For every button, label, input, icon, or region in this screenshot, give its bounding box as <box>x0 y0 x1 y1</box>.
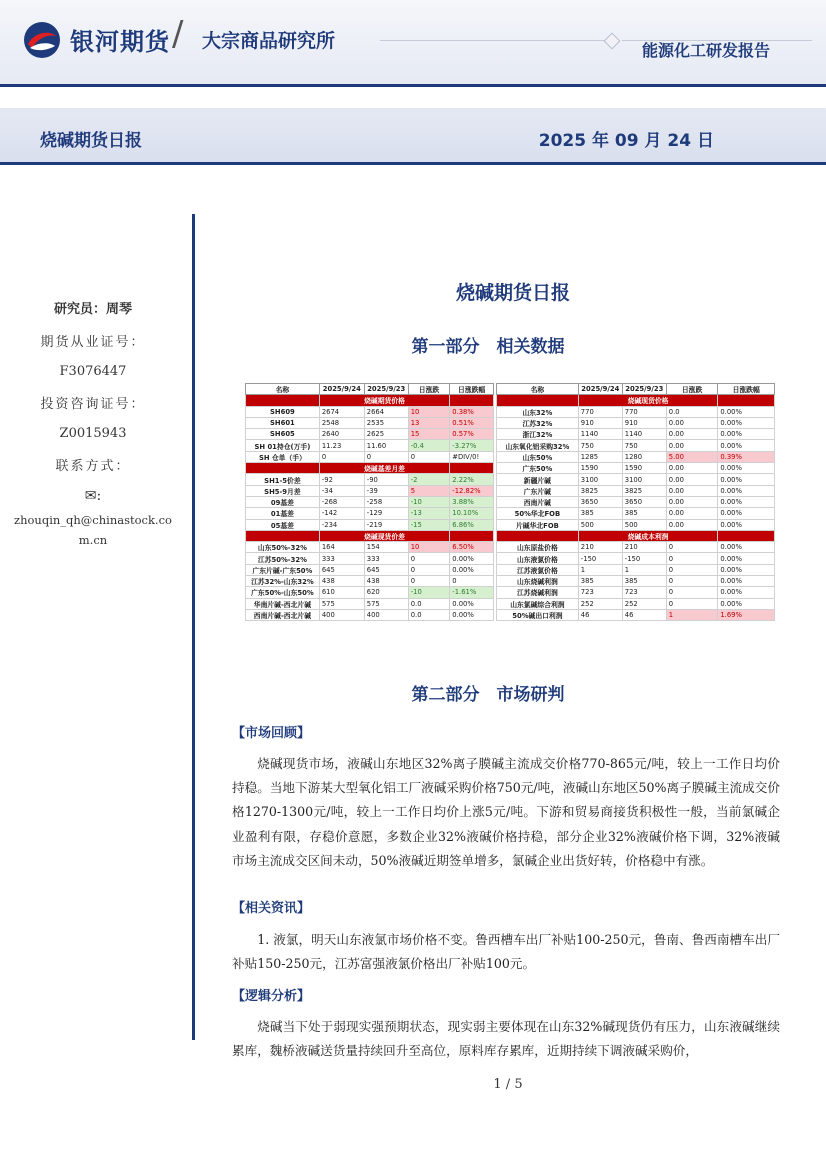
cell-value: 3825 <box>578 485 622 496</box>
table-row <box>246 417 494 428</box>
mail-icon: ✉: <box>84 488 102 504</box>
cell-value: -268 <box>319 496 364 507</box>
logo-divider: / <box>172 14 184 54</box>
row-name: SH 01持仓(万手) <box>246 440 320 451</box>
table-row <box>246 406 494 417</box>
table-row <box>497 564 775 575</box>
cell-value: 645 <box>319 564 364 575</box>
row-name: 广东50%-山东50% <box>246 587 320 598</box>
section-title: 烧碱基差月差 <box>319 463 449 474</box>
table-row <box>497 485 775 496</box>
title-bar-divider <box>0 162 826 165</box>
section-spacer <box>450 463 494 474</box>
cell-value: 1285 <box>578 451 622 462</box>
cell-value: 0 <box>666 598 718 609</box>
cell-value: 15 <box>408 429 450 440</box>
row-name: 广东50% <box>497 463 579 474</box>
table-row <box>497 474 775 485</box>
part-two-heading: 第二部分 市场研判 <box>411 685 565 705</box>
row-name: 50%碱出口利润 <box>497 609 579 620</box>
cell-value: 0.00% <box>718 553 775 564</box>
section-spacer <box>450 395 494 406</box>
table-row <box>246 519 494 530</box>
news-heading: 【相关资讯】 <box>232 901 311 916</box>
cell-value: 0.00 <box>666 519 718 530</box>
table-row <box>246 474 494 485</box>
row-name: 山东烧碱利润 <box>497 576 579 587</box>
cell-value: 0.00 <box>666 508 718 519</box>
cell-value: 0.00% <box>718 564 775 575</box>
cell-value: 385 <box>622 576 666 587</box>
cell-value: 500 <box>578 519 622 530</box>
diamond-ornament-icon <box>604 33 621 50</box>
cell-value: 438 <box>364 576 408 587</box>
row-name: SH605 <box>246 429 320 440</box>
cell-value: 0.00% <box>718 496 775 507</box>
table-row <box>246 440 494 451</box>
table-header-row <box>497 384 775 395</box>
cell-value: 0.00% <box>718 576 775 587</box>
cell-value: 0 <box>364 451 408 462</box>
cell-value: 3650 <box>622 496 666 507</box>
section-spacer <box>718 530 775 541</box>
left-data-table <box>245 383 494 621</box>
cell-value: 5 <box>408 485 450 496</box>
cell-value: #DIV/0! <box>450 451 494 462</box>
cell-value: 3100 <box>622 474 666 485</box>
cell-value: 575 <box>364 598 408 609</box>
table-row <box>497 542 775 553</box>
cell-value: 0.00 <box>666 485 718 496</box>
table-row <box>246 587 494 598</box>
news-paragraph: 1. 液氯，明天山东液氯市场价格不变。鲁西槽车出厂补贴100-250元，鲁南、鲁西南槽车出厂补贴150-250元，江苏富强液氯价格出厂补贴100元。 <box>232 932 780 972</box>
section-title: 烧碱现货价格 <box>578 395 718 406</box>
row-name: 05基差 <box>246 519 320 530</box>
cell-value: 1140 <box>622 429 666 440</box>
cell-value: 3.88% <box>450 496 494 507</box>
cell-value: -1.61% <box>450 587 494 598</box>
cell-value: 0.00% <box>718 508 775 519</box>
column-header: 2025/9/24 <box>578 384 622 395</box>
section-spacer <box>497 395 579 406</box>
cell-value: 0.00% <box>450 598 494 609</box>
consult-number: Z0015943 <box>59 426 127 441</box>
cell-value: 2548 <box>319 417 364 428</box>
cell-value: 385 <box>578 576 622 587</box>
row-name: 山东50%-32% <box>246 542 320 553</box>
cell-value: 0.00% <box>718 417 775 428</box>
header-rule <box>380 40 610 41</box>
column-header: 日涨跌 <box>408 384 450 395</box>
row-name: 山东原盐价格 <box>497 542 579 553</box>
cell-value: 575 <box>319 598 364 609</box>
department-name: 大宗商品研究所 <box>202 30 336 52</box>
cell-value: 10.10% <box>450 508 494 519</box>
cell-value: 500 <box>622 519 666 530</box>
row-name: SH 仓单（手） <box>246 451 320 462</box>
news-text <box>232 928 780 976</box>
cell-value: 438 <box>319 576 364 587</box>
cell-value: 13 <box>408 417 450 428</box>
cell-value: 2640 <box>319 429 364 440</box>
row-name: 新疆片碱 <box>497 474 579 485</box>
cell-value: 385 <box>578 508 622 519</box>
cell-value: 723 <box>622 587 666 598</box>
section-spacer <box>246 530 320 541</box>
cell-value: 770 <box>622 406 666 417</box>
cell-value: 0 <box>408 553 450 564</box>
row-name: 山东32% <box>497 406 579 417</box>
table-row <box>246 429 494 440</box>
cell-value: 0.00% <box>718 440 775 451</box>
table-row <box>497 598 775 609</box>
column-header: 名称 <box>246 384 320 395</box>
column-header: 日涨跌 <box>666 384 718 395</box>
cell-value: -13 <box>408 508 450 519</box>
cell-value: 0.38% <box>450 406 494 417</box>
report-title: 烧碱期货日报 <box>40 131 142 151</box>
table-row <box>497 587 775 598</box>
cell-value: -129 <box>364 508 408 519</box>
galaxy-logo-icon <box>22 20 62 60</box>
section-spacer <box>718 395 775 406</box>
table-row <box>497 508 775 519</box>
table-row <box>497 553 775 564</box>
report-type: 能源化工研发报告 <box>641 41 770 60</box>
cell-value: 0.00% <box>450 564 494 575</box>
cell-value: 164 <box>319 542 364 553</box>
cell-value: 3100 <box>578 474 622 485</box>
row-name: 山东50% <box>497 451 579 462</box>
cell-value: 333 <box>364 553 408 564</box>
cell-value: 1 <box>578 564 622 575</box>
cell-value: 0.39% <box>718 451 775 462</box>
cell-value: 11.23 <box>319 440 364 451</box>
contact-label: 联系方式： <box>55 459 131 474</box>
cell-value: -258 <box>364 496 408 507</box>
cell-value: 0 <box>666 542 718 553</box>
column-header: 日涨跌幅 <box>718 384 775 395</box>
qualification-label: 期货从业证号： <box>40 335 146 350</box>
cell-value: -10 <box>408 496 450 507</box>
cell-value: -150 <box>578 553 622 564</box>
row-name: 山东氧化铝采购32% <box>497 440 579 451</box>
cell-value: 1 <box>666 609 718 620</box>
header-divider <box>0 84 826 87</box>
table-row <box>497 519 775 530</box>
page-number: 1 / 5 <box>493 1077 523 1092</box>
cell-value: 2535 <box>364 417 408 428</box>
cell-value: 0 <box>408 564 450 575</box>
cell-value: 0.00% <box>718 598 775 609</box>
company-name: 银河期货 <box>70 28 170 56</box>
cell-value: 46 <box>578 609 622 620</box>
table-row <box>246 485 494 496</box>
cell-value: -219 <box>364 519 408 530</box>
cell-value: 1 <box>622 564 666 575</box>
cell-value: 0.00 <box>666 440 718 451</box>
cell-value: 1140 <box>578 429 622 440</box>
researcher-name: 研究员：周琴 <box>53 302 132 317</box>
cell-value: 910 <box>578 417 622 428</box>
cell-value: 1280 <box>622 451 666 462</box>
section-title: 烧碱期货价格 <box>319 395 449 406</box>
cell-value: 210 <box>622 542 666 553</box>
cell-value: 0.51% <box>450 417 494 428</box>
cell-value: 750 <box>578 440 622 451</box>
section-row <box>497 530 775 541</box>
table-row <box>497 463 775 474</box>
table-row <box>497 440 775 451</box>
cell-value: 5.00 <box>666 451 718 462</box>
cell-value: 0.00% <box>718 429 775 440</box>
consult-label: 投资咨询证号： <box>40 397 146 412</box>
table-row <box>497 429 775 440</box>
row-name: 江苏32%-山东32% <box>246 576 320 587</box>
qualification-number: F3076447 <box>59 364 127 379</box>
cell-value: 0.00% <box>718 542 775 553</box>
cell-value: 0 <box>666 587 718 598</box>
cell-value: 3650 <box>578 496 622 507</box>
cell-value: 645 <box>364 564 408 575</box>
main-title: 烧碱期货日报 <box>455 282 570 304</box>
cell-value: 0.0 <box>666 406 718 417</box>
cell-value: -90 <box>364 474 408 485</box>
page-header <box>0 0 826 84</box>
cell-value: 0.00% <box>718 474 775 485</box>
cell-value: 6.50% <box>450 542 494 553</box>
row-name: 09基差 <box>246 496 320 507</box>
cell-value: 750 <box>622 440 666 451</box>
cell-value: 10 <box>408 542 450 553</box>
cell-value: 0.00 <box>666 463 718 474</box>
cell-value: 0.00 <box>666 496 718 507</box>
cell-value: 252 <box>622 598 666 609</box>
section-spacer <box>246 463 320 474</box>
section-spacer <box>497 530 579 541</box>
table-row <box>246 508 494 519</box>
cell-value: 400 <box>319 609 364 620</box>
cell-value: 210 <box>578 542 622 553</box>
cell-value: 620 <box>364 587 408 598</box>
cell-value: -2 <box>408 474 450 485</box>
table-row <box>246 598 494 609</box>
cell-value: 2664 <box>364 406 408 417</box>
section-title: 烧碱现货价差 <box>319 530 449 541</box>
table-header-row <box>246 384 494 395</box>
row-name: 片碱华北FOB <box>497 519 579 530</box>
cell-value: 2625 <box>364 429 408 440</box>
column-header: 日涨跌幅 <box>450 384 494 395</box>
market-review-paragraph: 烧碱现货市场，液碱山东地区32%离子膜碱主流成交价格770-865元/吨，较上一工作日均价持稳。当地下游某大型氧化铝工厂液碱采购价格750元/吨，液碱山东地区50%离子膜碱主流成交价格1270-1300元/吨，较上一工作日均价上涨5元/吨。下游和贸易商接货积极性一般，当前氯碱企业盈利有限，存稳价意愿，多数企业32%液碱价格持稳，部分企业32%液碱价格下调，32%液碱市场主流成交区间未动，50%液碱近期签单增多，氯碱企业出货好转，价格稳中有涨。 <box>232 756 780 868</box>
cell-value: 610 <box>319 587 364 598</box>
table-row <box>497 417 775 428</box>
cell-value: -34 <box>319 485 364 496</box>
data-tables <box>245 383 775 647</box>
cell-value: 910 <box>622 417 666 428</box>
table-row <box>497 496 775 507</box>
cell-value: -0.4 <box>408 440 450 451</box>
row-name: 50%华北FOB <box>497 508 579 519</box>
logic-paragraph: 烧碱当下处于弱现实强预期状态，现实弱主要体现在山东32%碱现货仍有压力，山东液碱继续累库，魏桥液碱送货量持续回升至高位，原料库存累库，近期持续下调液碱采购价， <box>232 1019 780 1059</box>
cell-value: 0 <box>666 564 718 575</box>
cell-value: 0 <box>450 576 494 587</box>
table-row <box>497 609 775 620</box>
table-row <box>246 553 494 564</box>
cell-value: 0.00 <box>666 429 718 440</box>
market-review-text <box>232 752 780 873</box>
cell-value: 333 <box>319 553 364 564</box>
row-name: 华南片碱-西北片碱 <box>246 598 320 609</box>
row-name: SH601 <box>246 417 320 428</box>
row-name: 广东片碱-广东50% <box>246 564 320 575</box>
right-data-table <box>496 383 775 621</box>
cell-value: 0.00% <box>450 553 494 564</box>
cell-value: -15 <box>408 519 450 530</box>
cell-value: 0.00% <box>718 519 775 530</box>
cell-value: -142 <box>319 508 364 519</box>
row-name: 广东片碱 <box>497 485 579 496</box>
row-name: 山东液氯价格 <box>497 553 579 564</box>
cell-value: -234 <box>319 519 364 530</box>
cell-value: 770 <box>578 406 622 417</box>
row-name: SH609 <box>246 406 320 417</box>
table-row <box>246 542 494 553</box>
section-spacer <box>450 530 494 541</box>
table-row <box>246 496 494 507</box>
cell-value: -12.82% <box>450 485 494 496</box>
cell-value: 11.60 <box>364 440 408 451</box>
logic-text <box>232 1015 780 1063</box>
cell-value: 0.00% <box>718 463 775 474</box>
sidebar-divider <box>192 214 195 1040</box>
section-row <box>246 463 494 474</box>
cell-value: 0 <box>319 451 364 462</box>
table-row <box>497 451 775 462</box>
report-date: 2025 年 09 月 24 日 <box>538 131 714 151</box>
table-row <box>246 451 494 462</box>
cell-value: 0.00 <box>666 417 718 428</box>
sidebar <box>0 290 186 550</box>
cell-value: 2.22% <box>450 474 494 485</box>
cell-value: -3.27% <box>450 440 494 451</box>
cell-value: 0.00% <box>718 587 775 598</box>
table-row <box>497 576 775 587</box>
cell-value: 3825 <box>622 485 666 496</box>
part-one-heading: 第一部分 相关数据 <box>411 337 565 357</box>
column-header: 2025/9/23 <box>364 384 408 395</box>
cell-value: 0.0 <box>408 598 450 609</box>
cell-value: 1.69% <box>718 609 775 620</box>
cell-value: 723 <box>578 587 622 598</box>
row-name: SH5-9月差 <box>246 485 320 496</box>
cell-value: 2674 <box>319 406 364 417</box>
row-name: 江苏液氯价格 <box>497 564 579 575</box>
cell-value: -10 <box>408 587 450 598</box>
cell-value: 0.00% <box>718 406 775 417</box>
row-name: 浙江32% <box>497 429 579 440</box>
contact-email[interactable]: zhouqin_qh@chinastock.com.cn <box>14 513 172 547</box>
cell-value: -150 <box>622 553 666 564</box>
section-spacer <box>246 395 320 406</box>
cell-value: 0.00% <box>718 485 775 496</box>
cell-value: -39 <box>364 485 408 496</box>
cell-value: 154 <box>364 542 408 553</box>
cell-value: 0 <box>666 553 718 564</box>
row-name: 01基差 <box>246 508 320 519</box>
cell-value: 400 <box>364 609 408 620</box>
cell-value: 385 <box>622 508 666 519</box>
row-name: 江苏烧碱利润 <box>497 587 579 598</box>
cell-value: 0 <box>408 451 450 462</box>
table-row <box>497 406 775 417</box>
cell-value: 0.0 <box>408 609 450 620</box>
row-name: 山东氯碱综合利润 <box>497 598 579 609</box>
cell-value: 0.00 <box>666 474 718 485</box>
column-header: 名称 <box>497 384 579 395</box>
cell-value: 0.00% <box>450 609 494 620</box>
row-name: SH1-5价差 <box>246 474 320 485</box>
logic-heading: 【逻辑分析】 <box>232 989 311 1004</box>
column-header: 2025/9/23 <box>622 384 666 395</box>
cell-value: 6.86% <box>450 519 494 530</box>
section-title: 烧碱成本利润 <box>578 530 718 541</box>
cell-value: 0 <box>666 576 718 587</box>
cell-value: 46 <box>622 609 666 620</box>
cell-value: -92 <box>319 474 364 485</box>
cell-value: 0.57% <box>450 429 494 440</box>
cell-value: 10 <box>408 406 450 417</box>
section-row <box>246 530 494 541</box>
table-row <box>246 609 494 620</box>
cell-value: 0 <box>408 576 450 587</box>
table-row <box>246 564 494 575</box>
row-name: 江苏50%-32% <box>246 553 320 564</box>
section-row <box>497 395 775 406</box>
row-name: 西南片碱-西北片碱 <box>246 609 320 620</box>
cell-value: 1590 <box>578 463 622 474</box>
row-name: 江苏32% <box>497 417 579 428</box>
table-row <box>246 576 494 587</box>
market-review-heading: 【市场回顾】 <box>232 726 311 741</box>
cell-value: 252 <box>578 598 622 609</box>
row-name: 西南片碱 <box>497 496 579 507</box>
section-row <box>246 395 494 406</box>
cell-value: 1590 <box>622 463 666 474</box>
column-header: 2025/9/24 <box>319 384 364 395</box>
